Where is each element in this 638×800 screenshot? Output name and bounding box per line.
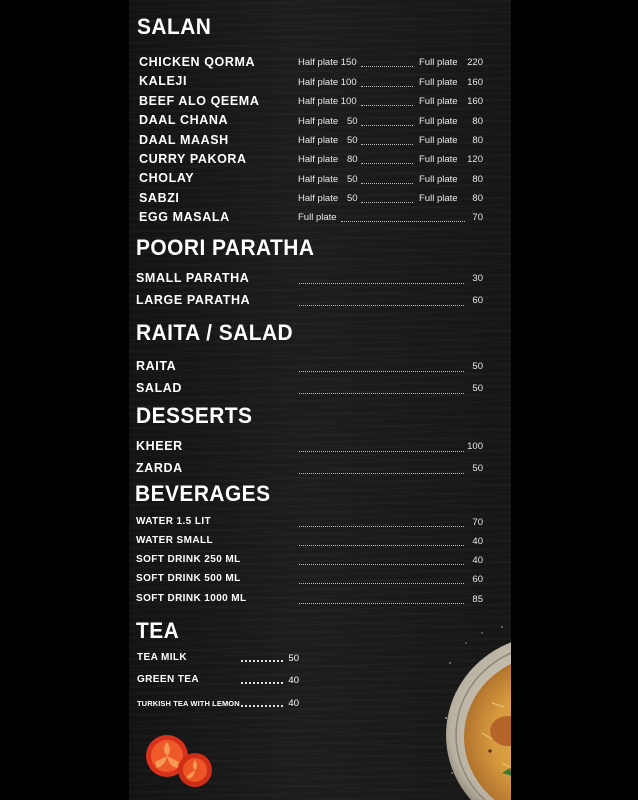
- half-plate-label: Half plate 150: [298, 57, 357, 68]
- item-price: 40: [472, 555, 483, 566]
- dotted-leader: [299, 393, 464, 394]
- item-price: 70: [472, 517, 483, 528]
- dotted-leader: [299, 583, 464, 584]
- menu-item-kaleji: KALEJI: [139, 74, 188, 88]
- half-plate-label: Half plate: [298, 154, 339, 165]
- section-title-salan: SALAN: [137, 14, 212, 39]
- item-price: 80: [472, 116, 483, 127]
- dotted-leader: [361, 144, 413, 145]
- item-price: 80: [472, 174, 483, 185]
- item-price: 50: [288, 653, 299, 664]
- dotted-leader: [361, 183, 413, 184]
- item-price: 50: [472, 361, 483, 372]
- dotted-leader: [299, 473, 464, 474]
- menu-item-soft-drink-1000-ml: SOFT DRINK 1000 ML: [136, 593, 247, 604]
- dotted-leader: [299, 451, 464, 452]
- dotted-leader: [361, 66, 413, 67]
- dotted-leader: [299, 305, 464, 306]
- section-title-tea: TEA: [136, 618, 180, 643]
- item-price: 60: [472, 295, 483, 306]
- dotted-leader: [299, 283, 464, 284]
- item-price: 70: [472, 212, 483, 223]
- item-price: 220: [467, 57, 483, 68]
- item-price: 100: [467, 441, 483, 452]
- menu-item-sabzi: SABZI: [139, 191, 180, 205]
- full-plate-label: Full plate: [419, 57, 458, 68]
- tomato-slices-image: [143, 732, 215, 790]
- item-price: 85: [472, 594, 483, 605]
- half-plate-label: Half plate: [298, 193, 339, 204]
- full-plate-label: Full plate: [419, 193, 458, 204]
- dotted-leader: [241, 660, 283, 662]
- menu-item-water-1-5-lit: WATER 1.5 LIT: [136, 516, 212, 527]
- item-price: 40: [288, 675, 299, 686]
- dotted-leader: [361, 125, 413, 126]
- half-plate-price: 50: [347, 116, 358, 127]
- half-plate-price: 50: [347, 193, 358, 204]
- menu-item-tea-milk: TEA MILK: [137, 652, 188, 663]
- menu-item-daal-chana: DAAL CHANA: [139, 113, 229, 127]
- menu-item-water-small: WATER SMALL: [136, 535, 213, 546]
- item-price: 160: [467, 77, 483, 88]
- item-price: 80: [472, 135, 483, 146]
- dotted-leader: [361, 86, 413, 87]
- full-plate-label: Full plate: [419, 116, 458, 127]
- half-plate-price: 50: [347, 135, 358, 146]
- menu-item-egg-masala: EGG MASALA: [139, 210, 230, 224]
- section-title-beverages: BEVERAGES: [135, 481, 271, 506]
- dotted-leader: [241, 705, 283, 707]
- menu-item-curry-pakora: CURRY PAKORA: [139, 152, 247, 166]
- half-plate-label: Half plate 100: [298, 77, 357, 88]
- item-price: 80: [472, 193, 483, 204]
- full-plate-label: Full plate: [298, 212, 337, 223]
- section-title-poori-paratha: POORI PARATHA: [136, 235, 315, 260]
- dotted-leader: [361, 202, 413, 203]
- dotted-leader: [299, 564, 464, 565]
- menu-item-green-tea: GREEN TEA: [137, 674, 199, 685]
- menu-item-soft-drink-500-ml: SOFT DRINK 500 ML: [136, 573, 241, 584]
- full-plate-label: Full plate: [419, 77, 458, 88]
- menu-item-large-paratha: LARGE PARATHA: [136, 293, 251, 307]
- item-price: 40: [472, 536, 483, 547]
- menu-item-daal-maash: DAAL MAASH: [139, 133, 229, 147]
- menu-item-turkish-tea-with-lemon: TURKISH TEA WITH LEMON: [137, 699, 240, 708]
- menu-item-soft-drink-250-ml: SOFT DRINK 250 ML: [136, 554, 241, 565]
- menu-item-chicken-qorma: CHICKEN QORMA: [139, 55, 256, 69]
- menu-item-small-paratha: SMALL PARATHA: [136, 271, 250, 285]
- menu-item-beef-alo-qeema: BEEF ALO QEEMA: [139, 94, 260, 108]
- item-price: 120: [467, 154, 483, 165]
- dotted-leader: [361, 163, 413, 164]
- full-plate-label: Full plate: [419, 96, 458, 107]
- dotted-leader: [341, 221, 465, 222]
- half-plate-label: Half plate: [298, 116, 339, 127]
- half-plate-label: Half plate 100: [298, 96, 357, 107]
- item-price: 40: [288, 698, 299, 709]
- item-price: 50: [472, 463, 483, 474]
- item-price: 30: [472, 273, 483, 284]
- biryani-plate-image: [442, 623, 511, 800]
- dotted-leader: [299, 371, 464, 372]
- half-plate-price: 50: [347, 174, 358, 185]
- full-plate-label: Full plate: [419, 154, 458, 165]
- dotted-leader: [299, 603, 464, 604]
- menu-item-cholay: CHOLAY: [139, 171, 195, 185]
- half-plate-price: 80: [347, 154, 358, 165]
- item-price: 60: [472, 574, 483, 585]
- menu-item-zarda: ZARDA: [136, 461, 183, 475]
- menu-item-raita: RAITA: [136, 359, 177, 373]
- dotted-leader: [241, 682, 283, 684]
- menu-board: [129, 0, 511, 800]
- item-price: 50: [472, 383, 483, 394]
- menu-item-kheer: KHEER: [136, 439, 183, 453]
- section-title-raita-salad: RAITA / SALAD: [136, 320, 294, 345]
- full-plate-label: Full plate: [419, 174, 458, 185]
- half-plate-label: Half plate: [298, 135, 339, 146]
- dotted-leader: [361, 105, 413, 106]
- item-price: 160: [467, 96, 483, 107]
- dotted-leader: [299, 526, 464, 527]
- menu-item-salad: SALAD: [136, 381, 183, 395]
- section-title-desserts: DESSERTS: [136, 403, 253, 428]
- full-plate-label: Full plate: [419, 135, 458, 146]
- half-plate-label: Half plate: [298, 174, 339, 185]
- dotted-leader: [299, 545, 464, 546]
